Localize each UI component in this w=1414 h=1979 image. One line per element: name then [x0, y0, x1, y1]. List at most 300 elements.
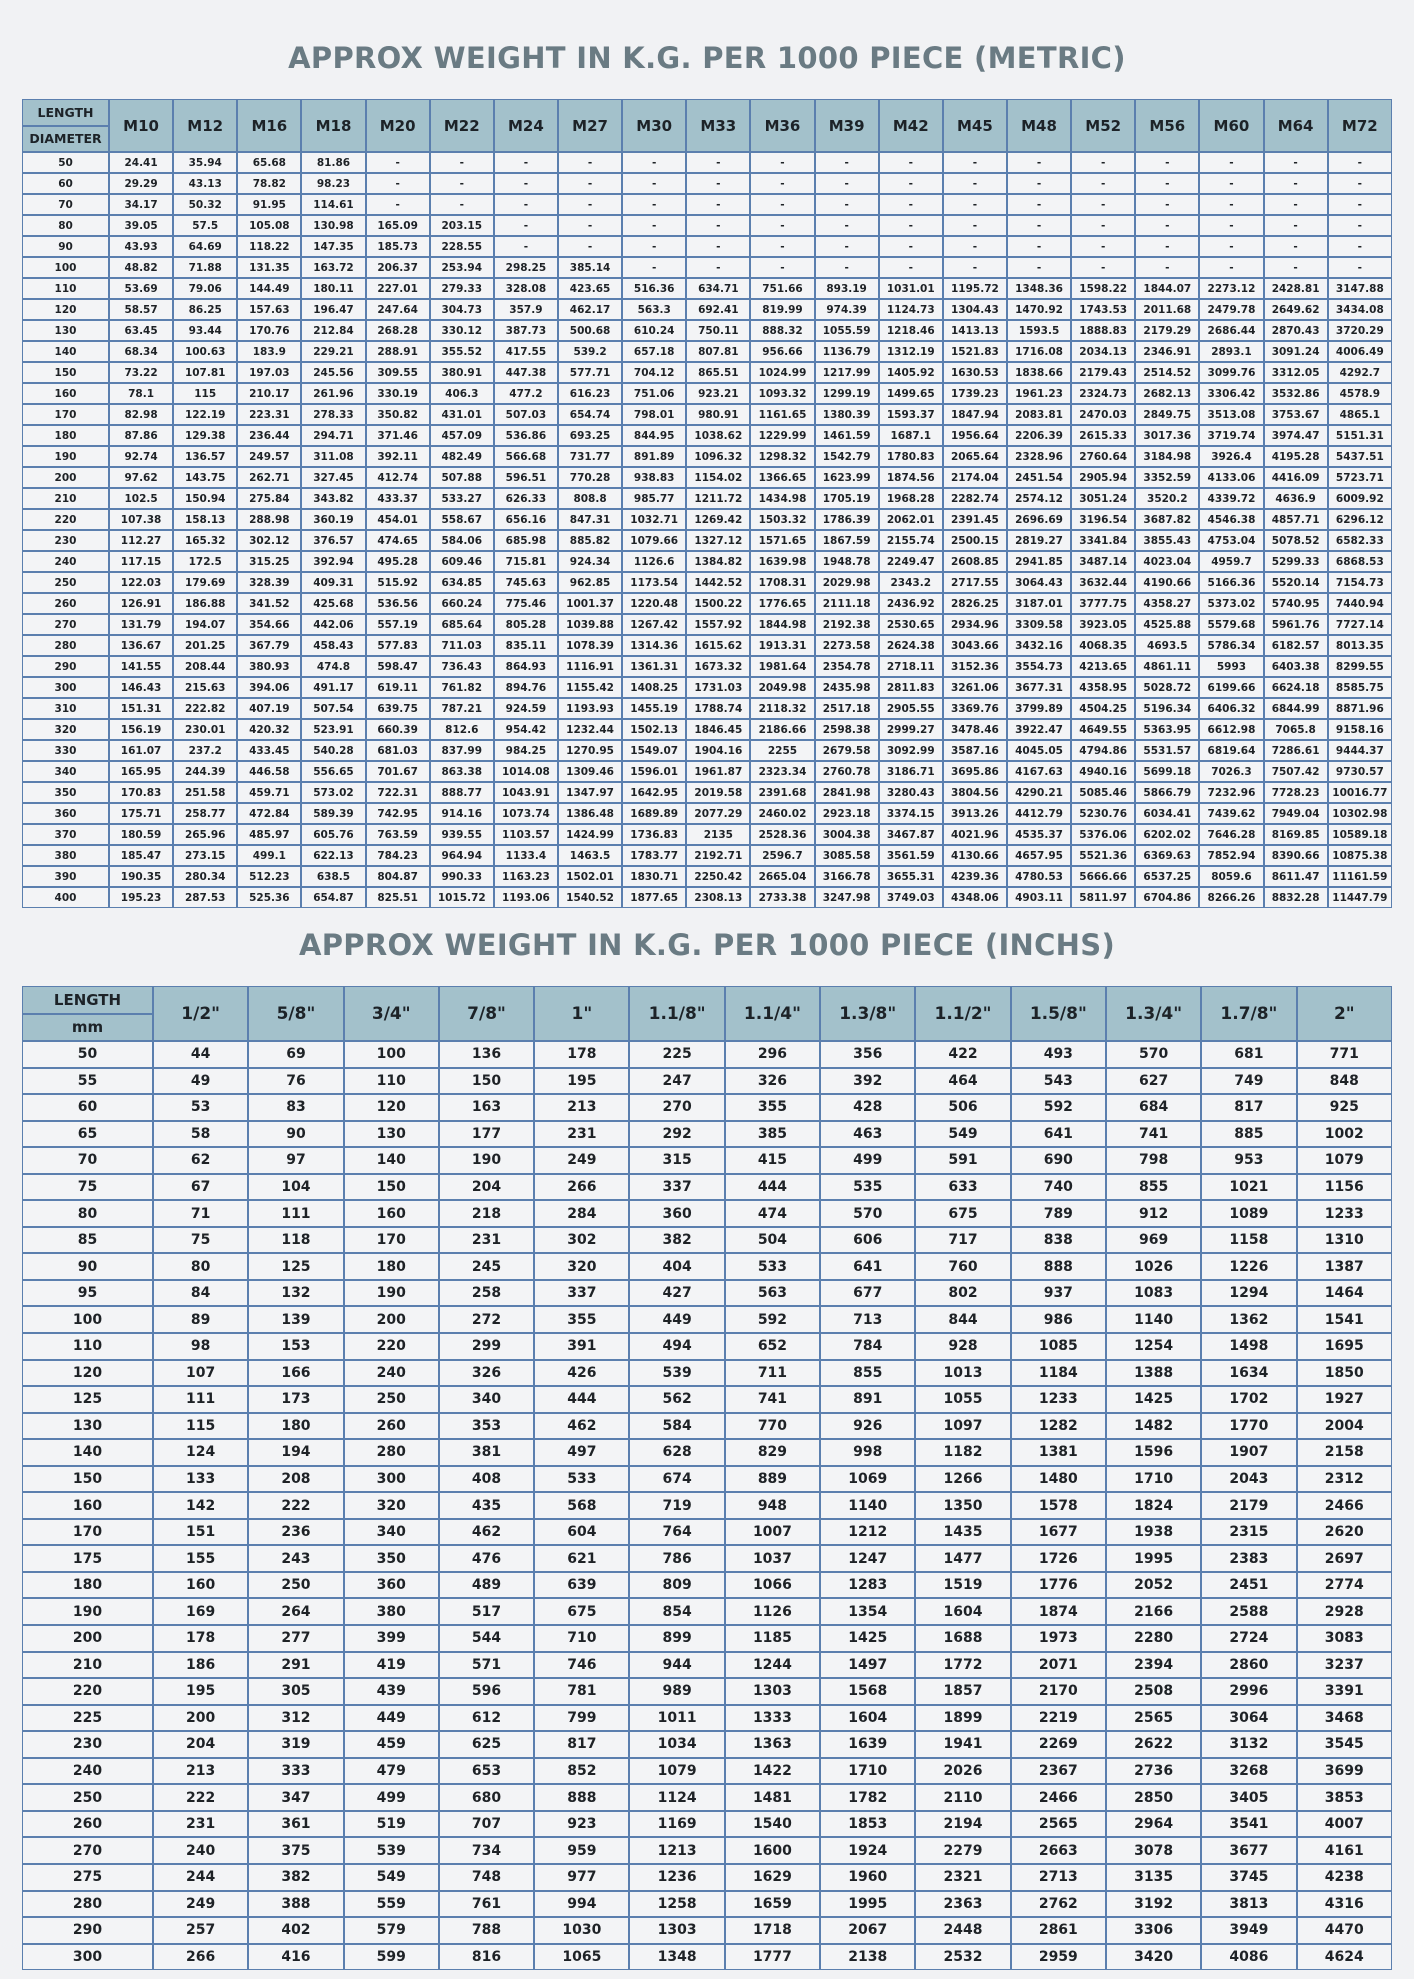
- weight-cell: 944: [629, 1652, 724, 1679]
- weight-cell: 681.03: [366, 740, 430, 761]
- weight-cell: 1596: [1106, 1439, 1201, 1466]
- weight-cell: -: [1007, 152, 1071, 173]
- weight-cell: 2166: [1106, 1598, 1201, 1625]
- weight-cell: 1435: [915, 1519, 1010, 1546]
- row-length-cell: 80: [22, 1200, 153, 1227]
- weight-cell: 1309.46: [558, 761, 622, 782]
- table-row: [22, 1944, 1392, 1971]
- row-length-cell: 200: [22, 467, 109, 488]
- weight-cell: 387.73: [494, 320, 558, 341]
- weight-cell: 277: [248, 1625, 343, 1652]
- weight-cell: 848: [1297, 1068, 1392, 1095]
- weight-cell: 272: [439, 1306, 534, 1333]
- weight-cell: 2460.02: [750, 803, 814, 824]
- weight-cell: 533: [534, 1466, 629, 1493]
- weight-cell: 236: [248, 1519, 343, 1546]
- weight-cell: 107.38: [109, 509, 173, 530]
- weight-cell: 1124: [629, 1784, 724, 1811]
- table-row: [22, 572, 1392, 593]
- weight-cell: 284: [534, 1200, 629, 1227]
- weight-cell: 507.54: [301, 698, 365, 719]
- table-row: [22, 1068, 1392, 1095]
- weight-cell: 731.77: [558, 446, 622, 467]
- weight-cell: 1244: [725, 1652, 820, 1679]
- weight-cell: 464: [915, 1068, 1010, 1095]
- weight-cell: 536.86: [494, 425, 558, 446]
- weight-cell: 355.52: [430, 341, 494, 362]
- weight-cell: 44: [153, 1041, 248, 1068]
- weight-cell: 367.79: [237, 635, 301, 656]
- weight-cell: 112.27: [109, 530, 173, 551]
- weight-cell: 485.97: [237, 824, 301, 845]
- weight-cell: 381: [439, 1439, 534, 1466]
- weight-cell: 200: [153, 1705, 248, 1732]
- weight-cell: 2517.18: [815, 698, 879, 719]
- weight-cell: 1593.37: [879, 404, 943, 425]
- weight-cell: 1185: [725, 1625, 820, 1652]
- weight-cell: 2893.1: [1199, 341, 1263, 362]
- weight-cell: 1850: [1297, 1360, 1392, 1387]
- weight-cell: -: [750, 215, 814, 236]
- weight-cell: 391: [534, 1333, 629, 1360]
- metric-size-header: M42: [879, 99, 943, 152]
- weight-cell: 1549.07: [622, 740, 686, 761]
- weight-cell: 120: [344, 1094, 439, 1121]
- row-length-cell: 150: [22, 362, 109, 383]
- weight-cell: 2062.01: [879, 509, 943, 530]
- weight-cell: 1233: [1011, 1386, 1106, 1413]
- weight-cell: 817: [534, 1731, 629, 1758]
- weight-cell: 959: [534, 1837, 629, 1864]
- weight-cell: -: [1071, 257, 1135, 278]
- weight-cell: 97: [248, 1147, 343, 1174]
- weight-cell: 102.5: [109, 488, 173, 509]
- weight-cell: 2941.85: [1007, 551, 1071, 572]
- weight-cell: 2649.62: [1264, 299, 1328, 320]
- weight-cell: 1596.01: [622, 761, 686, 782]
- weight-cell: 865.51: [686, 362, 750, 383]
- weight-cell: 249.57: [237, 446, 301, 467]
- weight-cell: 327.45: [301, 467, 365, 488]
- weight-cell: 382: [629, 1227, 724, 1254]
- weight-cell: -: [943, 194, 1007, 215]
- weight-cell: 2043: [1201, 1466, 1296, 1493]
- weight-cell: 986: [1011, 1306, 1106, 1333]
- weight-cell: 6403.38: [1264, 656, 1328, 677]
- weight-cell: 5993: [1199, 656, 1263, 677]
- weight-cell: 1888.83: [1071, 320, 1135, 341]
- row-length-cell: 220: [22, 509, 109, 530]
- weight-cell: 3268: [1201, 1758, 1296, 1785]
- weight-cell: 5363.95: [1135, 719, 1199, 740]
- weight-cell: 2255: [750, 740, 814, 761]
- weight-cell: 713: [820, 1306, 915, 1333]
- weight-cell: 674: [629, 1466, 724, 1493]
- weight-cell: 914.16: [430, 803, 494, 824]
- weight-cell: 150: [439, 1068, 534, 1095]
- weight-cell: -: [1264, 152, 1328, 173]
- weight-cell: 1037: [725, 1545, 820, 1572]
- row-length-cell: 100: [22, 1306, 153, 1333]
- weight-cell: 210.17: [237, 383, 301, 404]
- weight-cell: 160: [153, 1572, 248, 1599]
- weight-cell: 2391.45: [943, 509, 1007, 530]
- weight-cell: 798: [1106, 1147, 1201, 1174]
- weight-cell: 2717.55: [943, 572, 1007, 593]
- weight-cell: 1229.99: [750, 425, 814, 446]
- weight-cell: 5786.34: [1199, 635, 1263, 656]
- weight-cell: 169: [153, 1598, 248, 1625]
- weight-cell: 2841.98: [815, 782, 879, 803]
- weight-cell: 2194: [915, 1811, 1010, 1838]
- weight-cell: 428: [820, 1094, 915, 1121]
- weight-cell: 1161.65: [750, 404, 814, 425]
- weight-cell: -: [1007, 236, 1071, 257]
- weight-cell: 315.25: [237, 551, 301, 572]
- weight-cell: 2034.13: [1071, 341, 1135, 362]
- weight-cell: -: [686, 215, 750, 236]
- weight-cell: -: [815, 152, 879, 173]
- weight-cell: 227.01: [366, 278, 430, 299]
- weight-cell: 557.19: [366, 614, 430, 635]
- weight-cell: 320: [534, 1253, 629, 1280]
- weight-cell: 3420: [1106, 1944, 1201, 1971]
- weight-cell: 2170: [1011, 1678, 1106, 1705]
- weight-cell: 962.85: [558, 572, 622, 593]
- weight-cell: 245.56: [301, 362, 365, 383]
- weight-cell: 266: [534, 1174, 629, 1201]
- weight-cell: 889: [725, 1466, 820, 1493]
- weight-cell: 165.09: [366, 215, 430, 236]
- weight-cell: 1497: [820, 1652, 915, 1679]
- weight-cell: 619.11: [366, 677, 430, 698]
- weight-cell: 641: [820, 1253, 915, 1280]
- weight-cell: 2269: [1011, 1731, 1106, 1758]
- weight-cell: -: [494, 215, 558, 236]
- weight-cell: 2428.81: [1264, 278, 1328, 299]
- weight-cell: 257: [153, 1917, 248, 1944]
- weight-cell: 751.66: [750, 278, 814, 299]
- weight-cell: 2532: [915, 1944, 1010, 1971]
- weight-cell: 899: [629, 1625, 724, 1652]
- weight-cell: 2760.78: [815, 761, 879, 782]
- weight-cell: 186.88: [173, 593, 237, 614]
- weight-cell: 1298.32: [750, 446, 814, 467]
- weight-cell: 240: [153, 1837, 248, 1864]
- weight-cell: 291: [248, 1652, 343, 1679]
- weight-cell: 1069: [820, 1466, 915, 1493]
- weight-cell: 249: [534, 1147, 629, 1174]
- weight-cell: 8266.26: [1199, 887, 1263, 908]
- weight-cell: -: [622, 236, 686, 257]
- weight-cell: 173: [248, 1386, 343, 1413]
- weight-cell: 1269.42: [686, 509, 750, 530]
- weight-cell: 204: [439, 1174, 534, 1201]
- weight-cell: 2466: [1297, 1492, 1392, 1519]
- weight-cell: 29.29: [109, 173, 173, 194]
- weight-cell: 1907: [1201, 1439, 1296, 1466]
- weight-cell: 1853: [820, 1811, 915, 1838]
- weight-cell: -: [1264, 257, 1328, 278]
- weight-cell: 506: [915, 1094, 1010, 1121]
- weight-cell: 151: [153, 1519, 248, 1546]
- row-length-cell: 275: [22, 1864, 153, 1891]
- weight-cell: 78.82: [237, 173, 301, 194]
- weight-cell: 194.07: [173, 614, 237, 635]
- weight-cell: 6202.02: [1135, 824, 1199, 845]
- weight-cell: 494: [629, 1333, 724, 1360]
- weight-cell: 2849.75: [1135, 404, 1199, 425]
- table-row: [22, 257, 1392, 278]
- weight-cell: 2574.12: [1007, 488, 1071, 509]
- weight-cell: 1425: [1106, 1386, 1201, 1413]
- weight-cell: 3699: [1297, 1758, 1392, 1785]
- weight-cell: 980.91: [686, 404, 750, 425]
- weight-cell: 273.15: [173, 845, 237, 866]
- weight-cell: 1519: [915, 1572, 1010, 1599]
- weight-cell: -: [1071, 236, 1135, 257]
- weight-cell: 333: [248, 1758, 343, 1785]
- row-length-cell: 70: [22, 194, 109, 215]
- weight-cell: 1770: [1201, 1413, 1296, 1440]
- weight-cell: 606: [820, 1227, 915, 1254]
- weight-cell: 2308.13: [686, 887, 750, 908]
- weight-cell: -: [430, 152, 494, 173]
- row-length-cell: 85: [22, 1227, 153, 1254]
- weight-cell: 1213: [629, 1837, 724, 1864]
- row-length-cell: 240: [22, 1758, 153, 1785]
- weight-cell: 4657.95: [1007, 845, 1071, 866]
- weight-cell: 817: [1201, 1094, 1296, 1121]
- weight-cell: 1913.31: [750, 635, 814, 656]
- weight-cell: 969: [1106, 1227, 1201, 1254]
- weight-cell: 864.93: [494, 656, 558, 677]
- weight-cell: 9730.57: [1328, 761, 1392, 782]
- weight-cell: 165.32: [173, 530, 237, 551]
- weight-cell: 140: [344, 1147, 439, 1174]
- weight-cell: 380.91: [430, 362, 494, 383]
- weight-cell: -: [1264, 194, 1328, 215]
- weight-cell: 89: [153, 1306, 248, 1333]
- weight-cell: 8299.55: [1328, 656, 1392, 677]
- weight-cell: 385.14: [558, 257, 622, 278]
- table-row: [22, 1625, 1392, 1652]
- weight-cell: 855: [1106, 1174, 1201, 1201]
- weight-cell: 805.28: [494, 614, 558, 635]
- weight-cell: 1502.01: [558, 866, 622, 887]
- weight-cell: -: [1199, 173, 1263, 194]
- weight-cell: -: [943, 215, 1007, 236]
- weight-cell: 49: [153, 1068, 248, 1095]
- weight-cell: 2999.27: [879, 719, 943, 740]
- weight-cell: 781: [534, 1678, 629, 1705]
- weight-cell: 236.44: [237, 425, 301, 446]
- weight-cell: 1838.66: [1007, 362, 1071, 383]
- weight-cell: 288.91: [366, 341, 430, 362]
- weight-cell: 788: [439, 1917, 534, 1944]
- table-row: [22, 425, 1392, 446]
- weight-cell: 431.01: [430, 404, 494, 425]
- weight-cell: 132: [248, 1280, 343, 1307]
- weight-cell: 360.19: [301, 509, 365, 530]
- weight-cell: 222: [248, 1492, 343, 1519]
- weight-cell: 5811.97: [1071, 887, 1135, 908]
- table-row: [22, 635, 1392, 656]
- weight-cell: 146.43: [109, 677, 173, 698]
- weight-cell: 474.65: [366, 530, 430, 551]
- weight-cell: 462: [439, 1519, 534, 1546]
- weight-cell: 998: [820, 1439, 915, 1466]
- weight-cell: 1659: [725, 1891, 820, 1918]
- table-row: [22, 404, 1392, 425]
- weight-cell: 1477: [915, 1545, 1010, 1572]
- weight-cell: 408: [439, 1466, 534, 1493]
- table-row: [22, 1041, 1392, 1068]
- weight-cell: 1310: [1297, 1227, 1392, 1254]
- row-length-cell: 170: [22, 1519, 153, 1546]
- weight-cell: 5961.76: [1264, 614, 1328, 635]
- weight-cell: 684: [1106, 1094, 1201, 1121]
- weight-cell: 4316: [1297, 1891, 1392, 1918]
- weight-cell: 736.43: [430, 656, 494, 677]
- weight-cell: 1124.73: [879, 299, 943, 320]
- weight-cell: 761: [439, 1891, 534, 1918]
- weight-cell: 1593.5: [1007, 320, 1071, 341]
- row-length-cell: 110: [22, 1333, 153, 1360]
- weight-cell: -: [943, 236, 1007, 257]
- table-row: [22, 1227, 1392, 1254]
- weight-cell: 155: [153, 1545, 248, 1572]
- row-length-cell: 260: [22, 1811, 153, 1838]
- row-length-cell: 340: [22, 761, 109, 782]
- weight-cell: 474.8: [301, 656, 365, 677]
- weight-cell: 891.89: [622, 446, 686, 467]
- table-row: [22, 593, 1392, 614]
- weight-cell: 7439.62: [1199, 803, 1263, 824]
- weight-cell: 3091.24: [1264, 341, 1328, 362]
- row-length-cell: 55: [22, 1068, 153, 1095]
- weight-cell: 300: [344, 1466, 439, 1493]
- weight-cell: 1688: [915, 1625, 1010, 1652]
- weight-cell: 5166.36: [1199, 572, 1263, 593]
- inch-table-body: [22, 1041, 1392, 1970]
- weight-cell: 6844.99: [1264, 698, 1328, 719]
- weight-cell: 4903.11: [1007, 887, 1071, 908]
- weight-cell: 1021: [1201, 1174, 1296, 1201]
- weight-cell: 1464: [1297, 1280, 1392, 1307]
- table-row: [22, 782, 1392, 803]
- inch-size-header: 7/8": [439, 986, 534, 1041]
- weight-cell: 1961.87: [686, 761, 750, 782]
- weight-cell: 1083: [1106, 1280, 1201, 1307]
- weight-cell: 2011.68: [1135, 299, 1199, 320]
- weight-cell: 3017.36: [1135, 425, 1199, 446]
- weight-cell: 402: [248, 1917, 343, 1944]
- weight-cell: 656.16: [494, 509, 558, 530]
- weight-cell: 863.38: [430, 761, 494, 782]
- weight-cell: 539: [629, 1360, 724, 1387]
- weight-cell: 350.82: [366, 404, 430, 425]
- row-length-cell: 140: [22, 1439, 153, 1466]
- weight-cell: 1232.44: [558, 719, 622, 740]
- weight-cell: 11447.79: [1328, 887, 1392, 908]
- weight-cell: 309.55: [366, 362, 430, 383]
- row-length-cell: 160: [22, 383, 109, 404]
- weight-cell: 784: [820, 1333, 915, 1360]
- weight-cell: 319: [248, 1731, 343, 1758]
- weight-cell: 3677: [1201, 1837, 1296, 1864]
- weight-cell: 584.06: [430, 530, 494, 551]
- weight-cell: 111: [153, 1386, 248, 1413]
- weight-cell: 7065.8: [1264, 719, 1328, 740]
- weight-cell: 161.07: [109, 740, 173, 761]
- table-row: [22, 1758, 1392, 1785]
- table-row: [22, 551, 1392, 572]
- weight-cell: 7507.42: [1264, 761, 1328, 782]
- weight-cell: 741: [1106, 1121, 1201, 1148]
- weight-cell: 894.76: [494, 677, 558, 698]
- weight-cell: -: [943, 173, 1007, 194]
- weight-cell: 2249.47: [879, 551, 943, 572]
- weight-cell: 1031.01: [879, 278, 943, 299]
- weight-cell: 4624: [1297, 1944, 1392, 1971]
- weight-cell: 2615.33: [1071, 425, 1135, 446]
- weight-cell: 3374.15: [879, 803, 943, 824]
- table-row: [22, 887, 1392, 908]
- weight-cell: -: [558, 215, 622, 236]
- weight-cell: 195.23: [109, 887, 173, 908]
- metric-weight-table: [22, 99, 1392, 908]
- weight-cell: 251.58: [173, 782, 237, 803]
- row-length-cell: 270: [22, 1837, 153, 1864]
- table-row: [22, 320, 1392, 341]
- weight-cell: 5376.06: [1071, 824, 1135, 845]
- weight-cell: 8169.85: [1264, 824, 1328, 845]
- table-row: [22, 1891, 1392, 1918]
- weight-cell: 4021.96: [943, 824, 1007, 845]
- inch-header-row: [22, 986, 1392, 1014]
- weight-cell: 404: [629, 1253, 724, 1280]
- weight-cell: 1039.88: [558, 614, 622, 635]
- row-length-cell: 240: [22, 551, 109, 572]
- weight-cell: 1521.83: [943, 341, 1007, 362]
- weight-cell: 2762: [1011, 1891, 1106, 1918]
- weight-cell: 722.31: [366, 782, 430, 803]
- weight-cell: 495.28: [366, 551, 430, 572]
- weight-cell: 84: [153, 1280, 248, 1307]
- row-length-cell: 175: [22, 1545, 153, 1572]
- weight-cell: 953: [1201, 1147, 1296, 1174]
- weight-cell: 288.98: [237, 509, 301, 530]
- weight-cell: 71.88: [173, 257, 237, 278]
- weight-cell: -: [558, 194, 622, 215]
- weight-cell: 4753.04: [1199, 530, 1263, 551]
- weight-cell: 2860: [1201, 1652, 1296, 1679]
- weight-cell: 1777: [725, 1944, 820, 1971]
- weight-cell: 2279: [915, 1837, 1010, 1864]
- weight-cell: 1011: [629, 1705, 724, 1732]
- weight-cell: 3369.76: [943, 698, 1007, 719]
- weight-cell: 5196.34: [1135, 698, 1199, 719]
- row-length-cell: 290: [22, 1917, 153, 1944]
- weight-cell: 1386.48: [558, 803, 622, 824]
- weight-cell: 804.87: [366, 866, 430, 887]
- weight-cell: 1055: [915, 1386, 1010, 1413]
- weight-cell: 596: [439, 1678, 534, 1705]
- weight-cell: -: [1071, 194, 1135, 215]
- weight-cell: 2219: [1011, 1705, 1106, 1732]
- weight-cell: 3043.66: [943, 635, 1007, 656]
